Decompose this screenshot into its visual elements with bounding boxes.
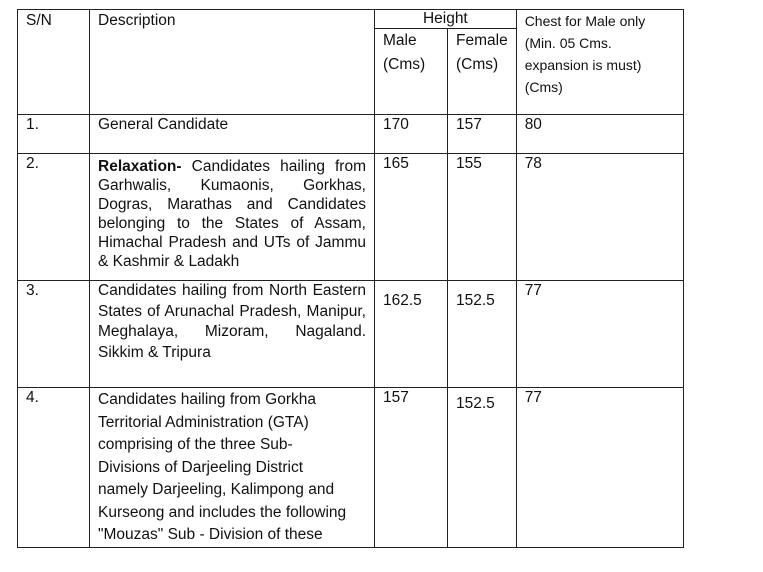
row2-chest: 78 — [516, 154, 683, 281]
row3-sn: 3. — [18, 281, 90, 388]
table-row — [18, 154, 684, 281]
height-standards-table — [17, 9, 684, 548]
row4-female: 152.5 — [448, 388, 517, 548]
row4-line7: "Mouzas" Sub - Division of these — [98, 526, 323, 543]
row1-chest: 80 — [516, 115, 683, 154]
header-female-label: Female — [456, 32, 508, 49]
row4-description — [90, 388, 375, 548]
header-height: Height — [375, 10, 517, 29]
header-chest-line3: expansion is must) — [524, 57, 642, 73]
row3-female: 152.5 — [448, 281, 517, 388]
row1-female: 157 — [448, 115, 517, 154]
row3-male: 162.5 — [375, 281, 448, 388]
row2-male: 165 — [375, 154, 448, 281]
header-female-unit: (Cms) — [456, 56, 499, 73]
header-row — [18, 10, 684, 29]
row4-chest: 77 — [516, 388, 683, 548]
row2-female: 155 — [448, 154, 517, 281]
row4-line3: comprising of the three Sub- — [98, 436, 293, 453]
row4-line5: namely Darjeeling, Kalimpong and — [98, 481, 335, 498]
row4-male: 157 — [375, 388, 448, 548]
row2-description-bold: Relaxation- — [98, 158, 182, 175]
row2-description-text: Candidates hailing from Garhwalis, Kumaonis, Gorkhas, Dogras, Marathas and Candidates belonging to the States of Assam, Himachal Pradesh and UTs of Jammu & Kashmir & Ladakh — [98, 158, 367, 270]
row4-line2: Territorial Administration (GTA) — [98, 413, 309, 431]
header-female — [448, 29, 517, 115]
row1-male: 170 — [375, 115, 448, 154]
header-chest-line2: (Min. 05 Cms. — [524, 35, 612, 51]
row4-line4: Divisions of Darjeeling District — [98, 458, 304, 476]
table-row — [18, 281, 684, 388]
table-row — [18, 115, 684, 154]
row2-sn: 2. — [18, 154, 90, 281]
header-description: Description — [90, 10, 375, 115]
header-sn: S/N — [18, 10, 90, 115]
header-chest — [516, 10, 683, 115]
table-row — [18, 388, 684, 548]
header-male-unit: (Cms) — [383, 56, 426, 73]
row1-description: General Candidate — [90, 115, 375, 154]
row4-line6: Kurseong and includes the following — [98, 503, 347, 521]
row3-chest: 77 — [516, 281, 683, 388]
row3-description: Candidates hailing from North Eastern States of Arunachal Pradesh, Manipur, Meghalaya, Mizoram, Nagaland. Sikkim & Tripura — [90, 281, 375, 388]
row4-line1: Candidates hailing from Gorkha — [98, 391, 316, 408]
row4-sn: 4. — [18, 388, 90, 548]
header-male-label: Male — [383, 32, 417, 49]
row2-description — [90, 154, 375, 281]
header-male — [375, 29, 448, 115]
header-chest-line1: Chest for Male only — [524, 13, 646, 29]
header-chest-line4: (Cms) — [524, 79, 563, 95]
row1-sn: 1. — [18, 115, 90, 154]
